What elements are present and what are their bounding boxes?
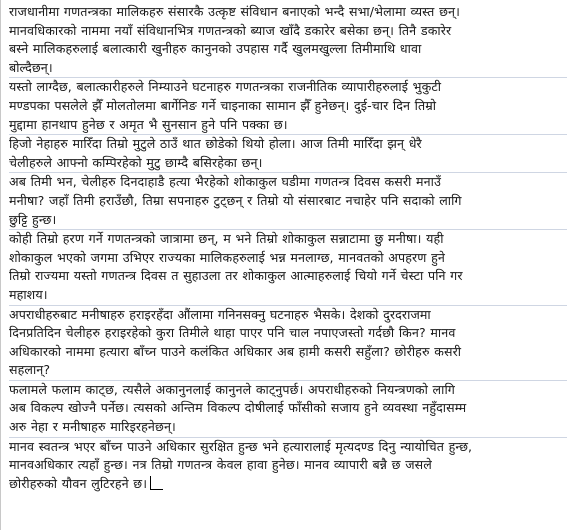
text-line: तिम्रो राज्यमा यस्तो गणतन्त्र दिवस त सुहाउला तर शोकाकुल आत्माहरुलाई चियो गर्ने चेस्टा पनि गर: [9, 268, 463, 284]
text-line: बस्ने मालिकहरुलाई बलात्कारी खुनीहरु कानुनको उपहास गर्दै खुलमखुल्ला तिमीमाथि धावा: [9, 41, 422, 57]
editor-content[interactable]: [1, 0, 573, 530]
text-line: अब तिमी भन, चेलीहरु दिनदाहाडै हत्या भैरहेको शोकाकुल घडीमा गणतन्त्र दिवस कसरी मनाउँ: [9, 174, 442, 190]
text-line: छोरीहरुको यौवन लुटिरहने छ।: [9, 475, 148, 491]
text-line: मानवधिकारको नाममा नयाँ संविधानभित्र गणतन्त्रको ब्याज खाँदै डकारेर बसेका छन्। तिनै डकारेर: [9, 22, 452, 38]
cursor-underline: [151, 477, 163, 490]
text-line: कोही तिम्रो हरण गर्ने गणतन्त्रको जात्रामा छन्, म भने तिम्रो शोकाकुल सन्नाटामा छु मनीषा। यही: [9, 231, 444, 247]
text-line: चेलीहरुले आफ्नो कम्पिरहेको मुटु छाम्दै बसिरहेका छन्।: [9, 154, 263, 170]
text-line: महाशय।: [9, 286, 48, 302]
text-line: बोल्दैछन्।: [9, 59, 53, 75]
text-line-last: [9, 475, 565, 494]
text-line: हिजो नेहाहरु मारिँदा तिम्रो मुटुले ठाउँ थात छोडेको थियो होला। आज तिमी मारिँदा झन् धेरै: [9, 136, 422, 152]
text-line: मण्डपका पसलेले झैँ मोलतोलमा बार्गेनिङ गर्ने चाइनाका सामान झैँ हुनेछन्। दुई-चार दिन तिम्रो: [9, 97, 437, 113]
paragraph-2[interactable]: [9, 78, 567, 135]
text-line: अपराधीहरुबाट मनीषाहरु हराइरहँदा औंलामा गनिनसक्नु घटनाहरु भैसके। देशको दुरदराजमा: [9, 306, 431, 322]
text-line: यस्तो लाग्दैछ, बलात्कारीहरुले निम्याउने घटनाहरु गणतन्त्रका राजनीतिक व्यापारीहरुलाई भुकुटी: [9, 79, 442, 95]
paragraph-1[interactable]: [9, 3, 567, 78]
text-line: अब विकल्प खोज्नै पर्नेछ। त्यसको अन्तिम विकल्प दोषीलाई फाँसीको सजाय हुने व्यवस्था नहुँदासम्म: [9, 400, 467, 416]
text-line: दिनप्रतिदिन चेलीहरु हराइरहेको कुरा तिमीले थाहा पाएर पनि चाल नपाएजस्तो गर्दछौ किन? मानव: [9, 325, 456, 341]
text-line: फलामले फलाम काट्छ, त्यसैले अकानुनलाई कानुनले काट्नुपर्छ। अपराधीहरुको नियन्त्रणको लागि: [9, 381, 455, 397]
paragraph-5[interactable]: [9, 230, 567, 305]
paragraph-8[interactable]: [9, 438, 567, 494]
text-line: राजधानीमा गणतन्त्रका मालिकहरु संसारकै उत्कृष्ट संविधान बनाएको भन्दै सभा/भेलामा व्यस्त छन्।: [9, 4, 460, 19]
text-line: छुट्टि हुन्छ।: [9, 211, 57, 227]
text-line: सहलान्?: [9, 362, 51, 378]
text-line: अधिकारको नाममा हत्यारा बाँच्न पाउने कलंकित अधिकार अब हामी कसरी सहुँला? छोरीहरु कसरी: [9, 343, 462, 359]
paragraph-7[interactable]: [9, 381, 567, 438]
text-line: मुद्दामा हानथाप हुनेछ र अमृत भै सुनसान हुने पनि पक्का छ।: [9, 116, 288, 132]
text-line: अरु नेहा र मनीषाहरु मारिइरहनेछन्।: [9, 419, 176, 435]
paragraph-4[interactable]: [9, 173, 567, 230]
text-line: मनीषा? जहाँ तिमी हराउँछौ, तिम्रा सपनाहरु टुट्छन् र तिम्रो यो संसारबाट नचाहेर पनि सदाको लागि: [9, 192, 462, 208]
text-line: शोकाकुल भएको जगमा उभिएर राज्यका मालिकहरुलाई भन्न मनलाग्छ, मानवतको अपहरण हुने: [9, 249, 445, 265]
text-line: मानव स्वतन्त्र भएर बाँच्न पाउने अधिकार सुरक्षित हुन्छ भने हत्यारालाई मृत्यदण्ड दिनु न्यायोचित हुन्छ,: [9, 438, 473, 454]
paragraph-3[interactable]: [9, 135, 567, 173]
text-line: मानवअधिकार त्यहाँ हुन्छ। नत्र तिम्रो गणतन्त्र केवल हावा हुनेछ। मानव व्यापारी बन्नै छ जसले: [9, 457, 432, 473]
paragraph-6[interactable]: [9, 306, 567, 381]
